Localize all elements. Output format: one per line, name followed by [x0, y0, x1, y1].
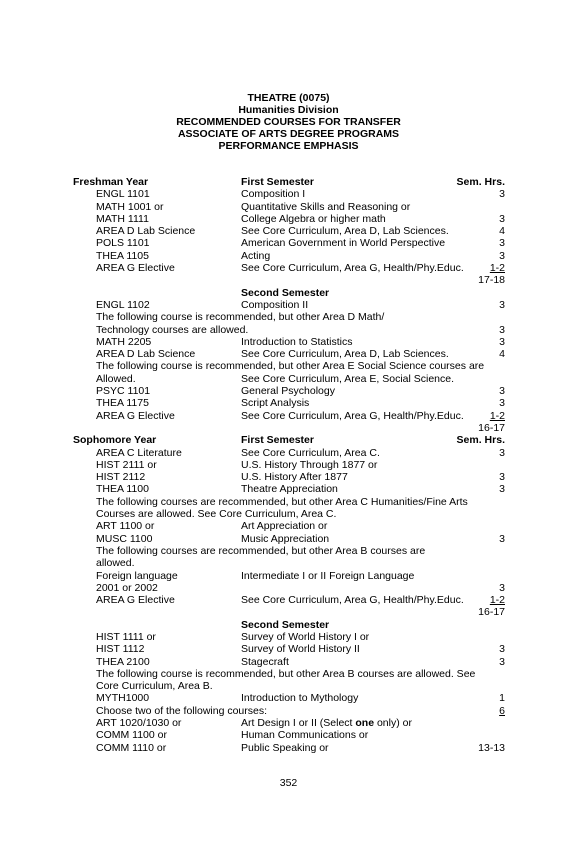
division: Humanities Division — [238, 104, 339, 116]
course-title: U.S. History After 1877 — [241, 471, 348, 484]
course-hours: 3 — [499, 532, 505, 545]
course-code: PSYC 1101 — [96, 385, 151, 398]
course-hours: 3 — [499, 237, 505, 250]
course-hours: 3 — [499, 643, 505, 656]
course-code: COMM 1100 or — [96, 729, 167, 742]
course-row — [0, 237, 577, 249]
course-row — [0, 213, 577, 225]
course-code: AREA G Elective — [96, 409, 175, 422]
course-title: Art Appreciation or — [241, 520, 328, 533]
course-title: See Core Curriculum, Area G, Health/Phy.Educ. — [241, 594, 464, 607]
course-plan — [0, 176, 577, 754]
course-title-emphasis: one — [355, 717, 375, 730]
course-row — [0, 336, 577, 348]
note-row — [0, 668, 577, 680]
course-code: THEA 1105 — [96, 249, 149, 262]
semester-label: First Semester — [241, 176, 314, 188]
course-title: Human Communications or — [241, 729, 369, 742]
course-code: HIST 1111 or — [96, 630, 156, 643]
course-row — [0, 631, 577, 643]
course-code: ENGL 1101 — [96, 188, 150, 201]
course-row — [0, 348, 577, 360]
course-title: Acting — [241, 249, 271, 262]
course-title: Composition I — [241, 188, 306, 201]
course-row — [0, 582, 577, 594]
note-row — [0, 324, 577, 336]
course-code: AREA G Elective — [96, 262, 175, 275]
course-title: Survey of World History I or — [241, 630, 370, 643]
course-row — [0, 483, 577, 495]
course-code: MUSC 1100 — [96, 532, 153, 545]
note-row — [0, 680, 577, 692]
course-hours: 3 — [499, 471, 505, 484]
semester-total: 16-17 — [478, 606, 505, 619]
course-hours: 1 — [499, 692, 505, 705]
course-title: Composition II — [241, 298, 309, 311]
course-code: MATH 1111 — [96, 212, 149, 225]
note-text: allowed. — [96, 557, 135, 570]
course-hours: 3 — [499, 298, 505, 311]
course-code: Foreign language — [96, 569, 178, 582]
course-hours: 3 — [499, 397, 505, 410]
course-row — [0, 594, 577, 606]
course-title: See Core Curriculum, Area D, Lab Sciences. — [241, 225, 449, 238]
course-title-part: only) or — [374, 717, 412, 730]
semester-total: 17-18 — [478, 274, 505, 287]
course-hours: 3 — [499, 446, 505, 459]
note-text: The following course is recommended, but other Area E Social Science courses are — [96, 360, 485, 373]
course-code: COMM 1110 or — [96, 741, 167, 754]
course-code: THEA 2100 — [96, 655, 150, 668]
course-title-part: Art Design I or II (Select — [241, 717, 356, 730]
note-text: Allowed. — [96, 372, 136, 385]
note-row — [0, 360, 577, 372]
note-row — [0, 705, 577, 717]
semester-label: First Semester — [241, 434, 314, 447]
course-title: See Core Curriculum, Area C. — [241, 446, 380, 459]
subtitle-emphasis: PERFORMANCE EMPHASIS — [218, 140, 359, 152]
semester-label: Second Semester — [241, 286, 330, 299]
note-text: The following courses are recommended, but other Area B courses are — [96, 544, 426, 557]
course-row — [0, 188, 577, 200]
course-title: Survey of World History II — [241, 643, 360, 656]
course-hours: 3 — [499, 335, 505, 348]
course-title: General Psychology — [241, 385, 335, 398]
course-row — [0, 656, 577, 668]
course-title: Public Speaking or — [241, 741, 329, 754]
course-row — [0, 459, 577, 471]
course-row — [0, 570, 577, 582]
note-row — [0, 545, 577, 557]
note-text: The following course is recommended, but other Area B courses are allowed. See — [96, 667, 476, 680]
course-code: HIST 2111 or — [96, 458, 157, 471]
course-code: AREA D Lab Science — [96, 348, 196, 361]
note-row — [0, 508, 577, 520]
course-title: Script Analysis — [241, 397, 310, 410]
course-title: Theatre Appreciation — [241, 483, 338, 496]
course-title: U.S. History Through 1877 or — [241, 458, 378, 471]
course-hours: 6 — [499, 704, 505, 717]
course-hours: 1-2 — [489, 262, 505, 275]
course-row — [0, 520, 577, 532]
section-header-row — [0, 434, 577, 446]
course-hours: 3 — [499, 249, 505, 262]
course-row — [0, 533, 577, 545]
course-title: Music Appreciation — [241, 532, 330, 545]
course-hours: 3 — [499, 385, 505, 398]
note-row — [0, 373, 577, 385]
semester-total: 16-17 — [478, 421, 505, 434]
subtitle-degree: ASSOCIATE OF ARTS DEGREE PROGRAMS — [177, 128, 400, 140]
course-row — [0, 729, 577, 741]
course-code: HIST 2112 — [96, 471, 146, 484]
course-code: AREA G Elective — [96, 594, 175, 607]
semester-total-row — [0, 422, 577, 434]
course-row — [0, 410, 577, 422]
course-code: MYTH1000 — [96, 692, 150, 705]
course-hours: 4 — [499, 348, 505, 361]
course-title: See Core Curriculum, Area G, Health/Phy.Educ. — [241, 262, 464, 275]
course-title: Introduction to Mythology — [241, 692, 359, 705]
semester-total-row — [0, 606, 577, 618]
course-title: See Core Curriculum, Area G, Health/Phy.Educ. — [241, 409, 464, 422]
course-title: Intermediate I or II Foreign Language — [241, 569, 415, 582]
course-code: MATH 2205 — [96, 335, 152, 348]
course-hours: 4 — [499, 225, 505, 238]
course-hours: 1-2 — [489, 594, 505, 607]
year-label: Sophomore Year — [73, 434, 157, 447]
section-header-row — [0, 176, 577, 188]
course-row — [0, 717, 577, 729]
course-title: See Core Curriculum, Area E, Social Science. — [241, 372, 455, 385]
course-row — [0, 250, 577, 262]
program-title: THEATRE (0075) — [247, 92, 330, 104]
course-row — [0, 225, 577, 237]
semester-header-row — [0, 619, 577, 631]
course-title: Stagecraft — [241, 655, 289, 668]
course-code: MATH 1001 or — [96, 200, 164, 213]
course-title: College Algebra or higher math — [241, 212, 386, 225]
course-row — [0, 262, 577, 274]
course-hours: 3 — [499, 323, 505, 336]
course-code: AREA C Literature — [96, 446, 182, 459]
course-hours: 3 — [499, 581, 505, 594]
course-title: American Government in World Perspective — [241, 237, 446, 250]
course-code: THEA 1100 — [96, 483, 149, 496]
note-text: The following course is recommended, but other Area D Math/ — [96, 311, 385, 324]
semester-total-row — [0, 274, 577, 286]
course-code: 2001 or 2002 — [96, 581, 158, 594]
semester-header-row — [0, 287, 577, 299]
course-row — [0, 692, 577, 704]
sem-hrs-header: Sem. Hrs. — [456, 434, 505, 447]
course-hours: 1-2 — [489, 409, 505, 422]
course-row — [0, 397, 577, 409]
note-text: The following courses are recommended, but other Area C Humanities/Fine Arts — [96, 495, 468, 508]
course-code: ENGL 1102 — [96, 298, 150, 311]
subtitle-transfer: RECOMMENDED COURSES FOR TRANSFER — [176, 116, 401, 128]
course-row — [0, 447, 577, 459]
course-hours: 3 — [499, 483, 505, 496]
course-hours: 3 — [499, 655, 505, 668]
course-row — [0, 742, 577, 754]
course-title: Quantitative Skills and Reasoning or — [241, 200, 411, 213]
course-row — [0, 201, 577, 213]
note-text: Courses are allowed. See Core Curriculum, Area C. — [96, 508, 337, 521]
course-row — [0, 385, 577, 397]
sem-hrs-header: Sem. Hrs. — [456, 176, 505, 188]
note-row — [0, 311, 577, 323]
course-row — [0, 471, 577, 483]
course-hours: 3 — [499, 212, 505, 225]
page-number: 352 — [279, 777, 298, 789]
course-code: THEA 1175 — [96, 397, 149, 410]
course-row — [0, 643, 577, 655]
course-code: AREA D Lab Science — [96, 225, 196, 238]
course-title: Introduction to Statistics — [241, 335, 353, 348]
course-hours: 3 — [499, 188, 505, 201]
note-text: Choose two of the following courses: — [96, 704, 268, 717]
semester-label: Second Semester — [241, 618, 330, 631]
course-hours: 13-13 — [478, 741, 505, 754]
course-code: HIST 1112 — [96, 643, 145, 656]
note-text: Technology courses are allowed. — [96, 323, 249, 336]
course-title: See Core Curriculum, Area D, Lab Sciences. — [241, 348, 449, 361]
course-title — [241, 717, 412, 729]
note-row — [0, 496, 577, 508]
course-code: POLS 1101 — [96, 237, 150, 250]
note-text: Core Curriculum, Area B. — [96, 680, 213, 693]
course-code: ART 1100 or — [96, 520, 155, 533]
course-code: ART 1020/1030 or — [96, 717, 182, 730]
course-row — [0, 299, 577, 311]
note-row — [0, 557, 577, 569]
year-label: Freshman Year — [73, 176, 149, 188]
